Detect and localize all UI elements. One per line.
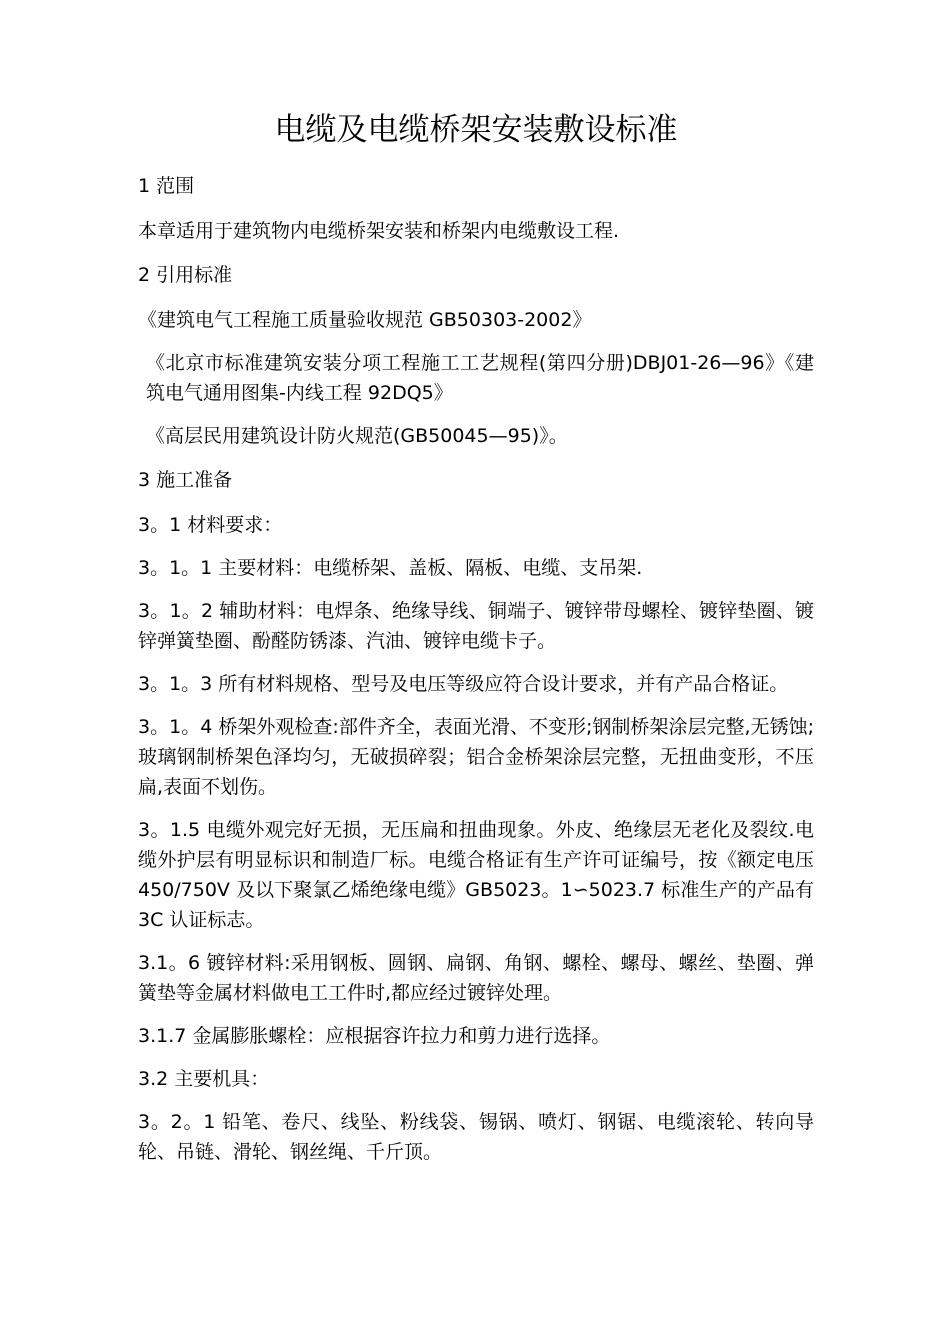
paragraph-3-1-1: 3。1。1 主要材料：电缆桥架、盖板、隔板、电缆、支吊架. [138,557,643,579]
document-title: 电缆及电缆桥架安装敷设标准 [274,112,678,148]
paragraph-3-1-7: 3.1.7 金属膨胀螺栓：应根据容许拉力和剪力进行选择。 [138,1025,611,1047]
paragraph-reference-3: 《高层民用建筑设计防火规范(GB50045—95)》。 [146,425,568,447]
section-heading-references: 2 引用标准 [138,264,233,286]
paragraph-3-2: 3.2 主要机具： [138,1068,270,1090]
paragraph-3-1-6: 3.1。6 镀锌材料:采用钢板、圆钢、扁钢、角钢、螺栓、螺母、螺丝、垫圈、弹簧垫等金属材料做电工工件时,都应经过镀锌处理。 [138,952,814,1004]
paragraph-3-1-2: 3。1。2 辅助材料：电焊条、绝缘导线、铜端子、镀锌带母螺栓、镀锌垫圈、镀锌弹簧垫圈、酚醛防锈漆、汽油、镀锌电缆卡子。 [138,600,814,652]
paragraph-reference-1: 《建筑电气工程施工质量验收规范 GB50303-2002》 [138,309,592,331]
paragraph-3-1-5: 3。1.5 电缆外观完好无损，无压扁和扭曲现象。外皮、绝缘层无老化及裂纹.电缆外护层有明显标识和制造厂标。电缆合格证有生产许可证编号，按《额定电压 450/750V 及以下聚氯乙烯绝缘电缆》GB5023。1∽5023.7 标准生产的产品有 3C 认证标志。 [138,819,814,931]
paragraph-3-1-4: 3。1。4 桥架外观检查:部件齐全，表面光滑、不变形;钢制桥架涂层完整,无锈蚀;玻璃钢制桥架色泽均匀，无破损碎裂；铝合金桥架涂层完整，无扭曲变形，不压扁,表面不划伤。 [138,716,814,798]
paragraph-scope: 本章适用于建筑物内电缆桥架安装和桥架内电缆敷设工程. [138,220,620,242]
paragraph-3-1: 3。1 材料要求： [138,514,283,536]
section-heading-preparation: 3 施工准备 [138,469,233,491]
paragraph-3-1-3: 3。1。3 所有材料规格、型号及电压等级应符合设计要求，并有产品合格证。 [138,673,789,695]
paragraph-reference-2: 《北京市标准建筑安装分项工程施工工艺规程(第四分册)DBJ01-26—96》《建筑电气通用图集-内线工程 92DQ5》 [146,352,814,404]
section-heading-scope: 1 范围 [138,175,195,197]
paragraph-3-2-1: 3。2。1 铅笔、卷尺、线坠、粉线袋、锡锅、喷灯、钢锯、电缆滚轮、转向导轮、吊链、滑轮、钢丝绳、千斤顶。 [138,1111,814,1163]
